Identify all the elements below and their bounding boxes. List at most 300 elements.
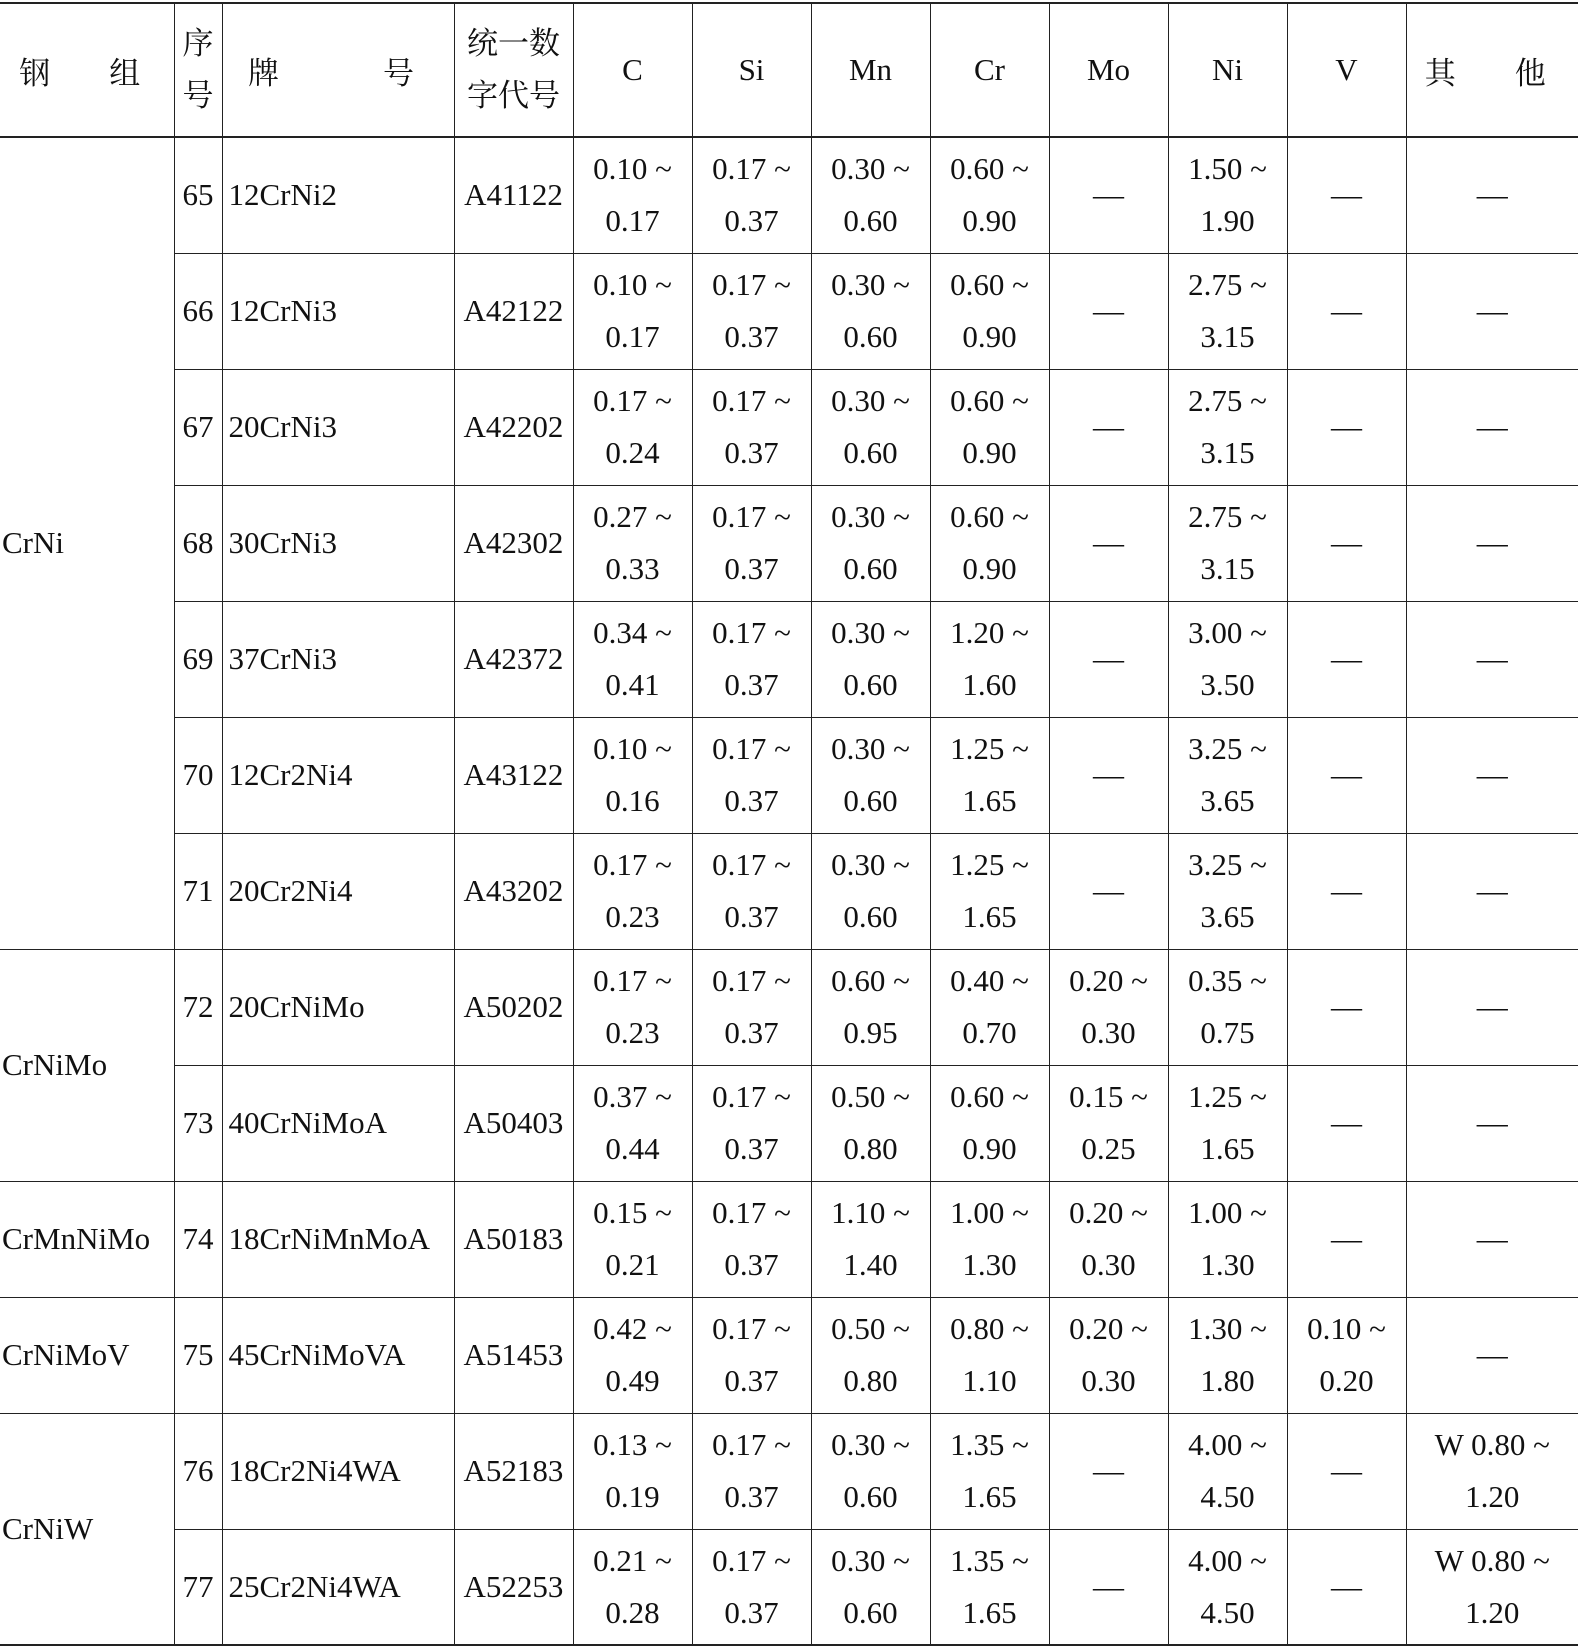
cr-cell [930,369,1049,485]
c-value-line: 0.10 ~ [593,151,672,187]
grade-cell: 20CrNi3 [222,369,454,485]
si-value-line: 0.17 ~ [712,1195,791,1230]
dash-mark: — [1476,641,1508,676]
mn-cell [811,369,930,485]
cr-value-line: 1.65 [962,1479,1017,1514]
seq-cell: 76 [174,1413,222,1529]
mn-cell [811,1529,930,1645]
si-cell [692,1529,811,1645]
si-cell [692,1413,811,1529]
header-mn: Mn [811,3,930,137]
table-row [0,137,1578,253]
cr-value-line: 0.90 [962,551,1017,586]
steel-composition-table [0,2,1578,1646]
dash-mark: — [1093,1453,1124,1488]
code-cell: A52183 [454,1413,573,1529]
dash-mark: — [1093,873,1124,908]
grade-cell: 25Cr2Ni4WA [222,1529,454,1645]
table-row [0,1529,1578,1645]
c-value-line: 0.19 [605,1479,660,1514]
seq-cell: 70 [174,717,222,833]
seq-cell: 71 [174,833,222,949]
mo-cell [1049,833,1168,949]
dash-mark: — [1476,1337,1508,1372]
table-row [0,601,1578,717]
si-value-line: 0.17 ~ [712,1079,791,1114]
cr-cell [930,1413,1049,1529]
table-container [0,2,1578,1646]
c-value-line: 0.23 [605,1015,660,1050]
c-value-line: 0.37 ~ [593,1079,672,1114]
cr-value-line: 1.35 ~ [950,1542,1029,1578]
dash-mark: — [1476,525,1508,560]
si-value-line: 0.17 ~ [712,1542,791,1578]
c-cell [573,1297,692,1413]
mn-value-line: 1.10 ~ [831,1195,910,1230]
mn-cell [811,253,930,369]
v-value-line: 0.20 [1319,1363,1374,1398]
si-value-line: 0.17 ~ [712,1311,791,1346]
v-cell [1287,1413,1406,1529]
cr-value-line: 0.40 ~ [950,963,1029,998]
ni-cell [1168,833,1287,949]
si-value-line: 0.37 [724,435,779,470]
c-cell [573,485,692,601]
c-value-line: 0.42 ~ [593,1311,672,1346]
si-cell [692,253,811,369]
code-cell: A41122 [454,137,573,253]
mo-value-line: 0.25 [1081,1131,1136,1166]
cr-value-line: 0.70 [962,1015,1017,1050]
c-cell [573,1065,692,1181]
c-cell [573,717,692,833]
table-row [0,1181,1578,1297]
grade-cell: 12Cr2Ni4 [222,717,454,833]
dash-mark: — [1331,409,1362,444]
c-cell [573,1181,692,1297]
cr-cell [930,137,1049,253]
mo-value-line: 0.20 ~ [1069,963,1148,998]
mn-value-line: 0.50 ~ [831,1311,910,1346]
ni-value-line: 1.25 ~ [1188,1079,1267,1114]
code-cell: A50202 [454,949,573,1065]
ni-value-line: 0.35 ~ [1188,963,1267,998]
mo-cell [1049,369,1168,485]
mn-value-line: 1.40 [843,1247,898,1282]
c-cell [573,949,692,1065]
c-value-line: 0.16 [605,783,660,818]
dash-mark: — [1476,409,1508,444]
mo-cell [1049,1529,1168,1645]
c-value-line: 0.44 [605,1131,660,1166]
si-value-line: 0.37 [724,1363,779,1398]
table-row [0,369,1578,485]
table-row [0,1297,1578,1413]
header-code: 统一数 字代号 [454,3,573,137]
header-grade: 牌 号 [222,3,454,137]
dash-mark: — [1331,989,1362,1024]
mn-value-line: 0.80 [843,1131,898,1166]
ni-value-line: 2.75 ~ [1188,383,1267,418]
cr-value-line: 1.30 [962,1247,1017,1282]
cr-value-line: 0.90 [962,435,1017,470]
cr-value-line: 1.35 ~ [950,1427,1029,1462]
mo-cell [1049,949,1168,1065]
ni-value-line: 3.15 [1200,435,1255,470]
mn-value-line: 0.95 [843,1015,898,1050]
mn-value-line: 0.60 [843,783,898,818]
c-value-line: 0.10 ~ [593,267,672,302]
table-row [0,253,1578,369]
mo-cell [1049,1413,1168,1529]
cr-value-line: 1.10 [962,1363,1017,1398]
ni-value-line: 1.80 [1200,1363,1255,1398]
ni-value-line: 3.65 [1200,899,1255,934]
table-row [0,833,1578,949]
mn-value-line: 0.50 ~ [831,1079,910,1114]
seq-cell: 72 [174,949,222,1065]
mn-value-line: 0.60 [843,203,898,239]
header-si: Si [692,3,811,137]
other-value-line: 1.20 [1465,1479,1520,1514]
si-value-line: 0.37 [724,899,779,934]
c-value-line: 0.17 ~ [593,383,672,418]
header-ni: Ni [1168,3,1287,137]
mn-value-line: 0.30 ~ [831,1427,910,1462]
c-cell [573,1413,692,1529]
si-value-line: 0.37 [724,667,779,702]
dash-mark: — [1331,1221,1362,1256]
mn-cell [811,949,930,1065]
mo-value-line: 0.30 [1081,1363,1136,1398]
cr-value-line: 0.90 [962,319,1017,354]
mn-cell [811,833,930,949]
ni-cell [1168,1413,1287,1529]
ni-value-line: 2.75 ~ [1188,499,1267,534]
mn-cell [811,601,930,717]
ni-cell [1168,949,1287,1065]
mn-cell [811,137,930,253]
steel-group-cell: CrMnNiMo [0,1181,174,1297]
ni-value-line: 3.25 ~ [1188,731,1267,766]
ni-cell [1168,369,1287,485]
ni-cell [1168,253,1287,369]
header-cr: Cr [930,3,1049,137]
mn-value-line: 0.30 ~ [831,731,910,766]
c-value-line: 0.21 ~ [593,1542,672,1578]
si-value-line: 0.17 ~ [712,615,791,650]
c-value-line: 0.13 ~ [593,1427,672,1462]
mn-value-line: 0.60 [843,1479,898,1514]
steel-group-cell: CrNiMoV [0,1297,174,1413]
ni-value-line: 0.75 [1200,1015,1255,1050]
mo-value-line: 0.30 [1081,1247,1136,1282]
other-cell [1406,1413,1578,1529]
cr-value-line: 1.00 ~ [950,1195,1029,1230]
cr-value-line: 0.90 [962,1131,1017,1166]
mn-cell [811,1181,930,1297]
seq-cell: 73 [174,1065,222,1181]
cr-value-line: 0.60 ~ [950,151,1029,187]
mn-cell [811,1065,930,1181]
other-cell [1406,1297,1578,1413]
header-seq: 序 号 [174,3,222,137]
cr-cell [930,1297,1049,1413]
cr-value-line: 0.60 ~ [950,499,1029,534]
grade-cell: 20CrNiMo [222,949,454,1065]
ni-value-line: 4.50 [1200,1594,1255,1630]
cr-value-line: 1.60 [962,667,1017,702]
si-cell [692,137,811,253]
ni-cell [1168,1529,1287,1645]
table-row [0,1065,1578,1181]
dash-mark: — [1093,1568,1124,1604]
grade-cell: 37CrNi3 [222,601,454,717]
mn-value-line: 0.60 [843,899,898,934]
steel-group-cell: CrNiW [0,1413,174,1645]
v-cell [1287,369,1406,485]
si-value-line: 0.17 ~ [712,383,791,418]
ni-value-line: 1.65 [1200,1131,1255,1166]
cr-cell [930,1181,1049,1297]
dash-mark: — [1331,293,1362,328]
v-cell [1287,717,1406,833]
ni-cell [1168,601,1287,717]
mn-value-line: 0.60 [843,1594,898,1630]
other-cell [1406,1529,1578,1645]
si-value-line: 0.17 ~ [712,847,791,882]
c-cell [573,601,692,717]
cr-cell [930,485,1049,601]
mn-cell [811,1413,930,1529]
cr-cell [930,1529,1049,1645]
si-cell [692,1297,811,1413]
ni-value-line: 4.00 ~ [1188,1427,1267,1462]
c-cell [573,1529,692,1645]
code-cell: A50183 [454,1181,573,1297]
si-value-line: 0.37 [724,1247,779,1282]
grade-cell: 12CrNi3 [222,253,454,369]
mo-cell [1049,1297,1168,1413]
si-value-line: 0.37 [724,1015,779,1050]
header-mo: Mo [1049,3,1168,137]
other-cell [1406,833,1578,949]
si-value-line: 0.17 ~ [712,1427,791,1462]
cr-value-line: 0.90 [962,203,1017,239]
si-cell [692,833,811,949]
dash-mark: — [1093,757,1124,792]
cr-value-line: 1.25 ~ [950,731,1029,766]
ni-cell [1168,137,1287,253]
dash-mark: — [1093,641,1124,676]
mn-value-line: 0.80 [843,1363,898,1398]
code-cell: A43122 [454,717,573,833]
mn-value-line: 0.60 [843,667,898,702]
header-c: C [573,3,692,137]
c-value-line: 0.17 [605,319,660,354]
other-cell [1406,137,1578,253]
ni-value-line: 3.65 [1200,783,1255,818]
steel-group-cell: CrNi [0,137,174,949]
mn-value-line: 0.60 [843,551,898,586]
v-cell [1287,1065,1406,1181]
si-value-line: 0.17 ~ [712,267,791,302]
ni-cell [1168,717,1287,833]
cr-cell [930,1065,1049,1181]
dash-mark: — [1093,525,1124,560]
grade-cell: 18CrNiMnMoA [222,1181,454,1297]
dash-mark: — [1331,177,1362,213]
code-cell: A52253 [454,1529,573,1645]
ni-value-line: 1.30 [1200,1247,1255,1282]
grade-cell: 30CrNi3 [222,485,454,601]
si-value-line: 0.37 [724,783,779,818]
ni-value-line: 2.75 ~ [1188,267,1267,302]
seq-cell: 77 [174,1529,222,1645]
seq-cell: 75 [174,1297,222,1413]
si-cell [692,949,811,1065]
cr-cell [930,601,1049,717]
ni-value-line: 1.00 ~ [1188,1195,1267,1230]
c-value-line: 0.23 [605,899,660,934]
si-value-line: 0.37 [724,1479,779,1514]
mn-value-line: 0.60 [843,435,898,470]
ni-value-line: 1.50 ~ [1188,151,1267,187]
other-value-line: W 0.80 ~ [1434,1542,1550,1578]
code-cell: A42302 [454,485,573,601]
dash-mark: — [1476,989,1508,1024]
c-value-line: 0.28 [605,1594,660,1630]
mn-cell [811,485,930,601]
v-cell [1287,485,1406,601]
mo-value-line: 0.30 [1081,1015,1136,1050]
mn-value-line: 0.30 ~ [831,267,910,302]
grade-cell: 40CrNiMoA [222,1065,454,1181]
grade-cell: 12CrNi2 [222,137,454,253]
ni-value-line: 4.50 [1200,1479,1255,1514]
ni-cell [1168,1181,1287,1297]
si-value-line: 0.37 [724,1594,779,1630]
mn-value-line: 0.30 ~ [831,847,910,882]
si-cell [692,1065,811,1181]
ni-cell [1168,1065,1287,1181]
header-row [0,3,1578,137]
cr-cell [930,717,1049,833]
ni-value-line: 3.50 [1200,667,1255,702]
other-cell [1406,601,1578,717]
other-value-line: 1.20 [1465,1594,1520,1630]
other-cell [1406,369,1578,485]
dash-mark: — [1093,293,1124,328]
header-v: V [1287,3,1406,137]
cr-value-line: 0.60 ~ [950,267,1029,302]
c-cell [573,833,692,949]
si-value-line: 0.17 ~ [712,963,791,998]
mo-value-line: 0.20 ~ [1069,1311,1148,1346]
ni-value-line: 3.00 ~ [1188,615,1267,650]
c-value-line: 0.41 [605,667,660,702]
mn-value-line: 0.60 ~ [831,963,910,998]
table-row [0,949,1578,1065]
c-value-line: 0.33 [605,551,660,586]
dash-mark: — [1476,1105,1508,1140]
dash-mark: — [1093,177,1124,213]
table-body [0,137,1578,1645]
steel-group-cell: CrNiMo [0,949,174,1181]
mn-value-line: 0.30 ~ [831,499,910,534]
table-row [0,717,1578,833]
other-cell [1406,717,1578,833]
mn-value-line: 0.30 ~ [831,615,910,650]
c-cell [573,369,692,485]
dash-mark: — [1476,293,1508,328]
si-value-line: 0.37 [724,319,779,354]
mn-cell [811,1297,930,1413]
dash-mark: — [1476,873,1508,908]
mo-cell [1049,601,1168,717]
v-cell [1287,253,1406,369]
mo-cell [1049,1181,1168,1297]
code-cell: A42372 [454,601,573,717]
code-cell: A42122 [454,253,573,369]
v-cell [1287,137,1406,253]
other-cell [1406,485,1578,601]
dash-mark: — [1331,1568,1362,1604]
c-value-line: 0.34 ~ [593,615,672,650]
dash-mark: — [1093,409,1124,444]
mo-cell [1049,1065,1168,1181]
code-cell: A50403 [454,1065,573,1181]
mn-value-line: 0.30 ~ [831,383,910,418]
grade-cell: 18Cr2Ni4WA [222,1413,454,1529]
si-value-line: 0.17 ~ [712,731,791,766]
dash-mark: — [1331,1453,1362,1488]
seq-cell: 67 [174,369,222,485]
mo-cell [1049,253,1168,369]
cr-cell [930,949,1049,1065]
si-cell [692,369,811,485]
cr-value-line: 1.20 ~ [950,615,1029,650]
c-value-line: 0.17 ~ [593,963,672,998]
ni-cell [1168,485,1287,601]
ni-value-line: 3.25 ~ [1188,847,1267,882]
c-value-line: 0.24 [605,435,660,470]
code-cell: A43202 [454,833,573,949]
cr-cell [930,833,1049,949]
other-cell [1406,1181,1578,1297]
dash-mark: — [1331,873,1362,908]
grade-cell: 45CrNiMoVA [222,1297,454,1413]
ni-cell [1168,1297,1287,1413]
seq-cell: 74 [174,1181,222,1297]
seq-cell: 69 [174,601,222,717]
mo-cell [1049,717,1168,833]
si-cell [692,717,811,833]
dash-mark: — [1476,177,1508,213]
dash-mark: — [1331,525,1362,560]
other-value-line: W 0.80 ~ [1434,1427,1550,1462]
c-cell [573,253,692,369]
table-row [0,1413,1578,1529]
other-cell [1406,1065,1578,1181]
ni-value-line: 1.90 [1200,203,1255,239]
si-value-line: 0.37 [724,1131,779,1166]
mn-value-line: 0.60 [843,319,898,354]
grade-cell: 20Cr2Ni4 [222,833,454,949]
c-value-line: 0.15 ~ [593,1195,672,1230]
v-cell [1287,1181,1406,1297]
c-value-line: 0.10 ~ [593,731,672,766]
